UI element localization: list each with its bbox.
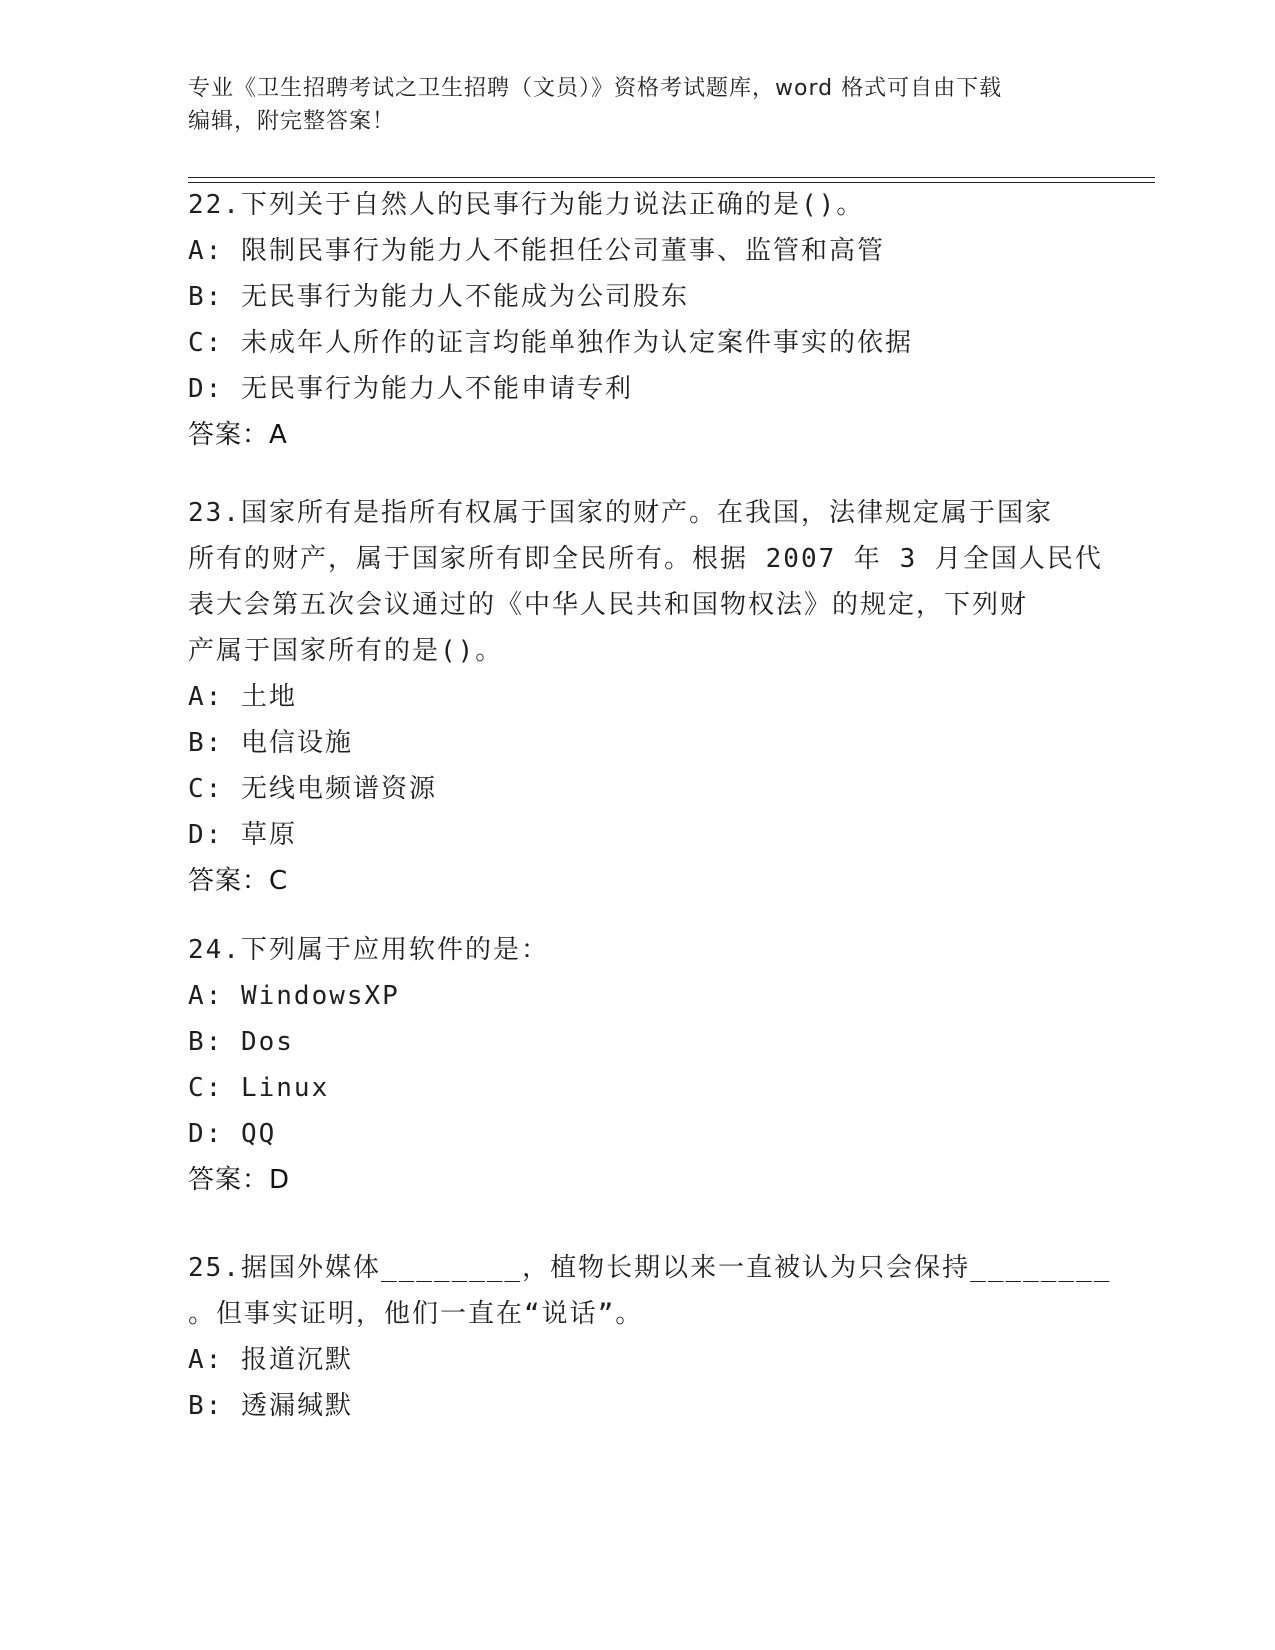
question-22 <box>188 182 1078 458</box>
option-c: C: 无线电频谱资源 <box>188 774 437 804</box>
option-b: B: Dos <box>188 1027 294 1057</box>
question-stem: 23.国家所有是指所有权属于国家的财产。在我国，法律规定属于国家 <box>188 498 1053 528</box>
answer-label: 答案：D <box>188 1165 291 1195</box>
option-c: C: 未成年人所作的证言均能单独作为认定案件事实的依据 <box>188 328 913 358</box>
option-c: C: Linux <box>188 1073 330 1103</box>
option-a: A: WindowsXP <box>188 981 400 1011</box>
question-stem: 24.下列属于应用软件的是： <box>188 935 549 965</box>
header-line-1: 专业《卫生招聘考试之卫生招聘（文员）》资格考试题库，word 格式可自由下载 <box>188 76 1003 101</box>
option-a: A: 土地 <box>188 682 297 712</box>
option-b: B: 透漏缄默 <box>188 1391 353 1421</box>
question-stem: 25.据国外媒体________，植物长期以来一直被认为只会保持________ <box>188 1253 1112 1283</box>
question-stem: 表大会第五次会议通过的《中华人民共和国物权法》的规定，下列财 <box>188 590 1029 620</box>
question-stem: 。但事实证明，他们一直在“说话”。 <box>188 1299 644 1329</box>
question-stem: 所有的财产，属于国家所有即全民所有。根据 2007 年 3 月全国人民代 <box>188 544 1103 574</box>
option-b: B: 电信设施 <box>188 728 353 758</box>
option-d: D: 无民事行为能力人不能申请专利 <box>188 374 633 404</box>
option-d: D: QQ <box>188 1119 277 1149</box>
header-line-2: 编辑，附完整答案！ <box>188 109 396 134</box>
answer-label: 答案：A <box>188 420 288 450</box>
option-a: A: 限制民事行为能力人不能担任公司董事、监管和高管 <box>188 236 885 266</box>
header-rule-top <box>188 177 1155 178</box>
option-d: D: 草原 <box>188 820 297 850</box>
question-stem: 22.下列关于自然人的民事行为能力说法正确的是()。 <box>188 190 865 220</box>
option-b: B: 无民事行为能力人不能成为公司股东 <box>188 282 689 312</box>
question-24 <box>188 927 1078 1203</box>
question-stem: 产属于国家所有的是()。 <box>188 636 504 666</box>
question-25 <box>188 1245 1112 1429</box>
answer-label: 答案：C <box>188 866 289 896</box>
page-header <box>188 72 1068 138</box>
question-23 <box>188 490 1103 904</box>
option-a: A: 报道沉默 <box>188 1345 353 1375</box>
